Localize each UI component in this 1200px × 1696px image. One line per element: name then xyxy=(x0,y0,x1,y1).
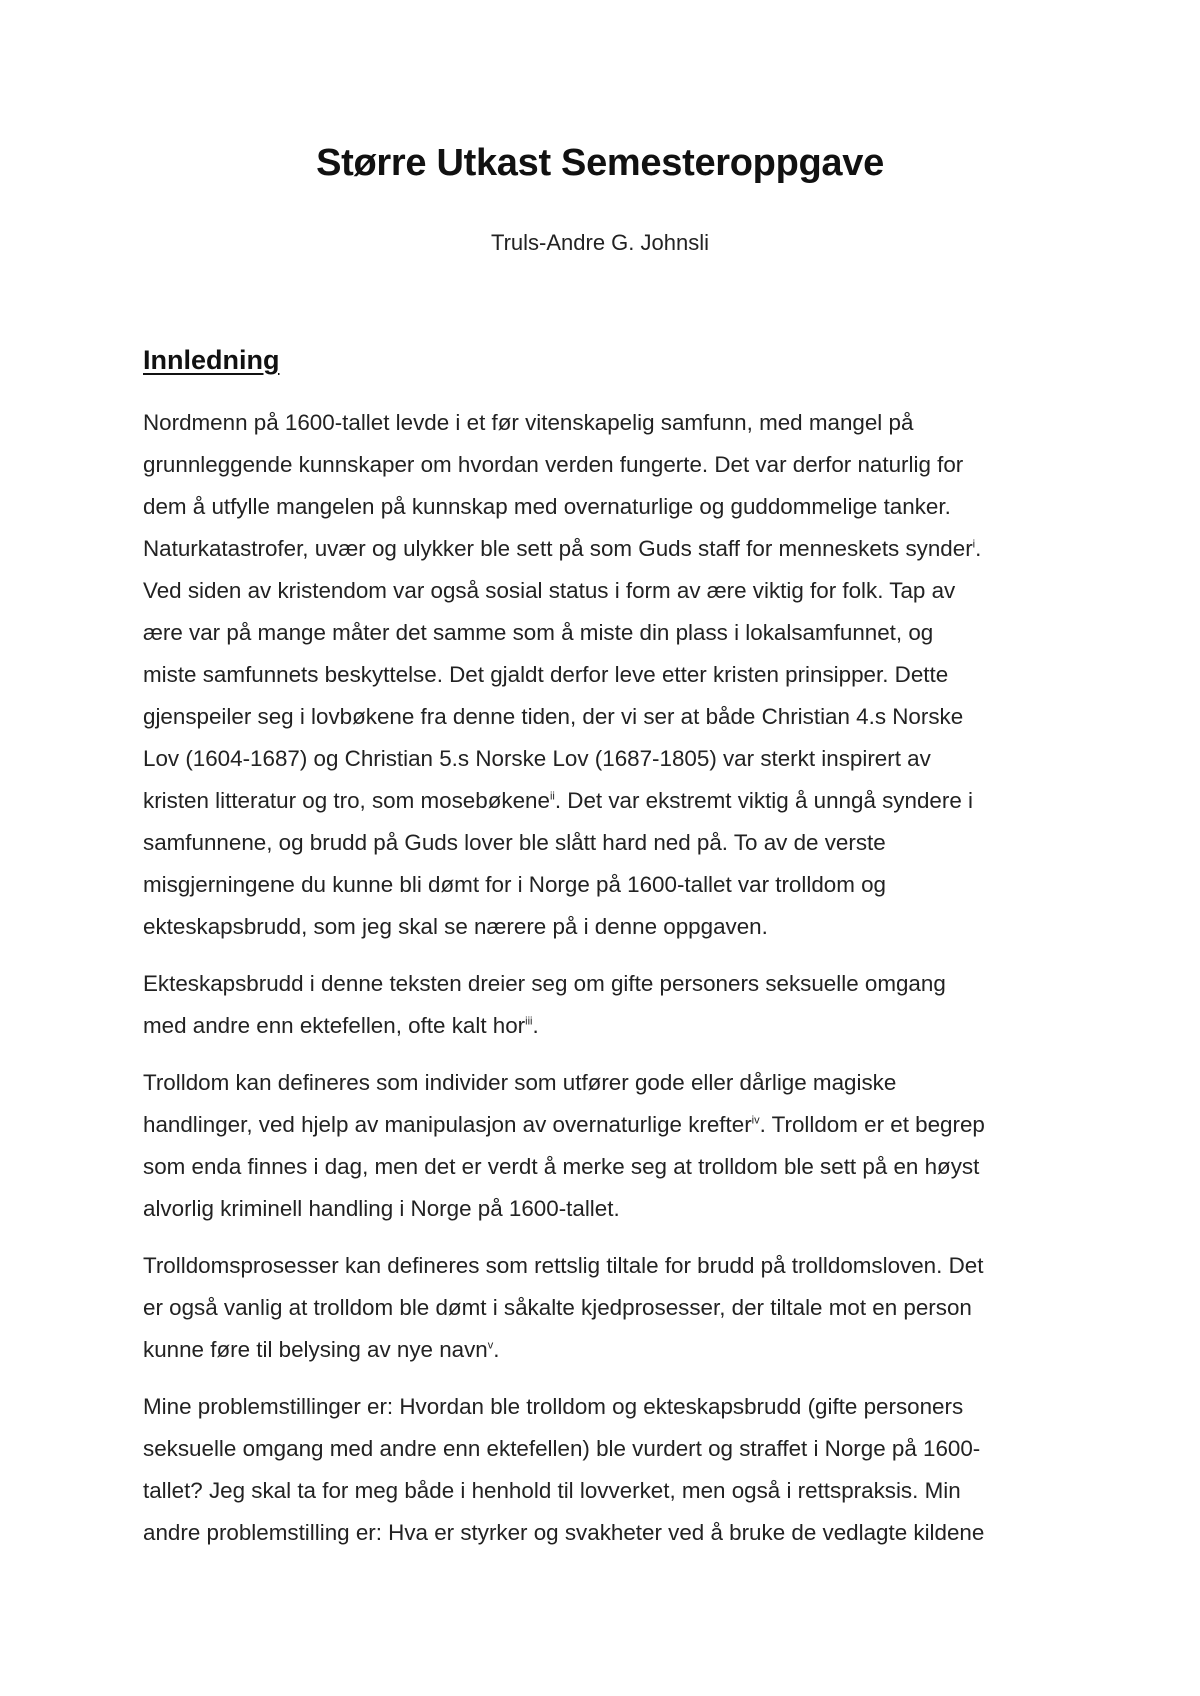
text-line xyxy=(143,1470,1073,1512)
line-text: misgjerningene du kunne bli dømt for i Norge på 1600-tallet var trolldom og xyxy=(143,872,887,897)
text-line xyxy=(143,1005,1073,1047)
text-line xyxy=(143,1512,1073,1554)
line-text-after: . xyxy=(493,1337,500,1362)
line-text: Mine problemstillinger er: Hvordan ble trolldom og ekteskapsbrudd (gifte personers xyxy=(143,1394,964,1419)
line-text: tallet? Jeg skal ta for meg både i henhold til lovverket, men også i rettspraksis. Min xyxy=(143,1478,961,1503)
line-text-after: . Det var ekstremt viktig å unngå syndere i xyxy=(554,788,973,813)
text-line xyxy=(143,612,1073,654)
line-text: Lov (1604-1687) og Christian 5.s Norske Lov (1687-1805) var sterkt inspirert av xyxy=(143,746,931,771)
text-line xyxy=(143,1104,1073,1146)
footnote-marker[interactable]: ii xyxy=(549,790,555,803)
line-text: Nordmenn på 1600-tallet levde i et før vitenskapelig samfunn, med mangel på xyxy=(143,410,914,435)
line-text: dem å utfylle mangelen på kunnskap med overnaturlige og guddommelige tanker. xyxy=(143,494,951,519)
text-line xyxy=(143,402,1073,444)
line-text: gjenspeiler seg i lovbøkene fra denne tiden, der vi ser at både Christian 4.s Norske xyxy=(143,704,964,729)
line-text: Trolldomsprosesser kan defineres som rettslig tiltale for brudd på trolldomsloven. Det xyxy=(143,1253,984,1278)
footnote-marker[interactable]: v xyxy=(487,1339,494,1352)
document-title: Større Utkast Semesteroppgave xyxy=(316,142,884,184)
text-line xyxy=(143,906,1073,948)
line-text: handlinger, ved hjelp av manipulasjon av overnaturlige krefter xyxy=(143,1112,752,1137)
line-text: Ekteskapsbrudd i denne teksten dreier seg om gifte personers seksuelle omgang xyxy=(143,971,946,996)
paragraph xyxy=(143,1245,1073,1371)
author-name: Truls-Andre G. Johnsli xyxy=(490,230,710,255)
text-line xyxy=(143,780,1073,822)
body-text xyxy=(143,402,1073,1569)
footnote-marker[interactable]: iv xyxy=(751,1114,760,1127)
line-text: som enda finnes i dag, men det er verdt å merke seg at trolldom ble sett på en høyst xyxy=(143,1154,980,1179)
section-heading: Innledning xyxy=(143,345,280,375)
text-line xyxy=(143,864,1073,906)
line-text: kristen litteratur og tro, som mosebøkene xyxy=(143,788,550,813)
text-line xyxy=(143,822,1073,864)
line-text: er også vanlig at trolldom ble dømt i såkalte kjedprosesser, der tiltale mot en person xyxy=(143,1295,972,1320)
line-text: med andre enn ektefellen, ofte kalt hor xyxy=(143,1013,526,1038)
line-text: alvorlig kriminell handling i Norge på 1600-tallet. xyxy=(143,1196,620,1221)
footnote-marker[interactable]: i xyxy=(972,538,976,551)
text-line xyxy=(143,1245,1073,1287)
paragraph xyxy=(143,402,1073,948)
text-line xyxy=(143,1188,1073,1230)
line-text-after: . Trolldom er et begrep xyxy=(759,1112,985,1137)
text-line xyxy=(143,696,1073,738)
paragraph xyxy=(143,1062,1073,1230)
line-text: grunnleggende kunnskaper om hvordan verden fungerte. Det var derfor naturlig for xyxy=(143,452,964,477)
text-line xyxy=(143,1146,1073,1188)
line-text: miste samfunnets beskyttelse. Det gjaldt derfor leve etter kristen prinsipper. Dette xyxy=(143,662,949,687)
line-text: ære var på mange måter det samme som å miste din plass i lokalsamfunnet, og xyxy=(143,620,934,645)
line-text: kunne føre til belysing av nye navn xyxy=(143,1337,488,1362)
paragraph xyxy=(143,963,1073,1047)
footnote-marker[interactable]: iii xyxy=(525,1015,533,1028)
text-line xyxy=(143,1428,1073,1470)
line-text: Naturkatastrofer, uvær og ulykker ble sett på som Guds staff for menneskets synder xyxy=(143,536,973,561)
text-line xyxy=(143,738,1073,780)
text-line xyxy=(143,1062,1073,1104)
line-text: andre problemstilling er: Hva er styrker og svakheter ved å bruke de vedlagte kildene xyxy=(143,1520,985,1545)
text-line xyxy=(143,1386,1073,1428)
text-line xyxy=(143,528,1073,570)
text-line xyxy=(143,654,1073,696)
text-line xyxy=(143,1287,1073,1329)
line-text: ekteskapsbrudd, som jeg skal se nærere på i denne oppgaven. xyxy=(143,914,768,939)
text-line xyxy=(143,963,1073,1005)
paragraph xyxy=(143,1386,1073,1554)
line-text: Trolldom kan defineres som individer som utfører gode eller dårlige magiske xyxy=(143,1070,897,1095)
text-line xyxy=(143,570,1073,612)
line-text: seksuelle omgang med andre enn ektefellen) ble vurdert og straffet i Norge på 1600- xyxy=(143,1436,981,1461)
line-text-after: . xyxy=(975,536,982,561)
line-text: Ved siden av kristendom var også sosial status i form av ære viktig for folk. Tap av xyxy=(143,578,956,603)
text-line xyxy=(143,1329,1073,1371)
line-text-after: . xyxy=(532,1013,539,1038)
text-line xyxy=(143,444,1073,486)
text-line xyxy=(143,486,1073,528)
line-text: samfunnene, og brudd på Guds lover ble slått hard ned på. To av de verste xyxy=(143,830,886,855)
